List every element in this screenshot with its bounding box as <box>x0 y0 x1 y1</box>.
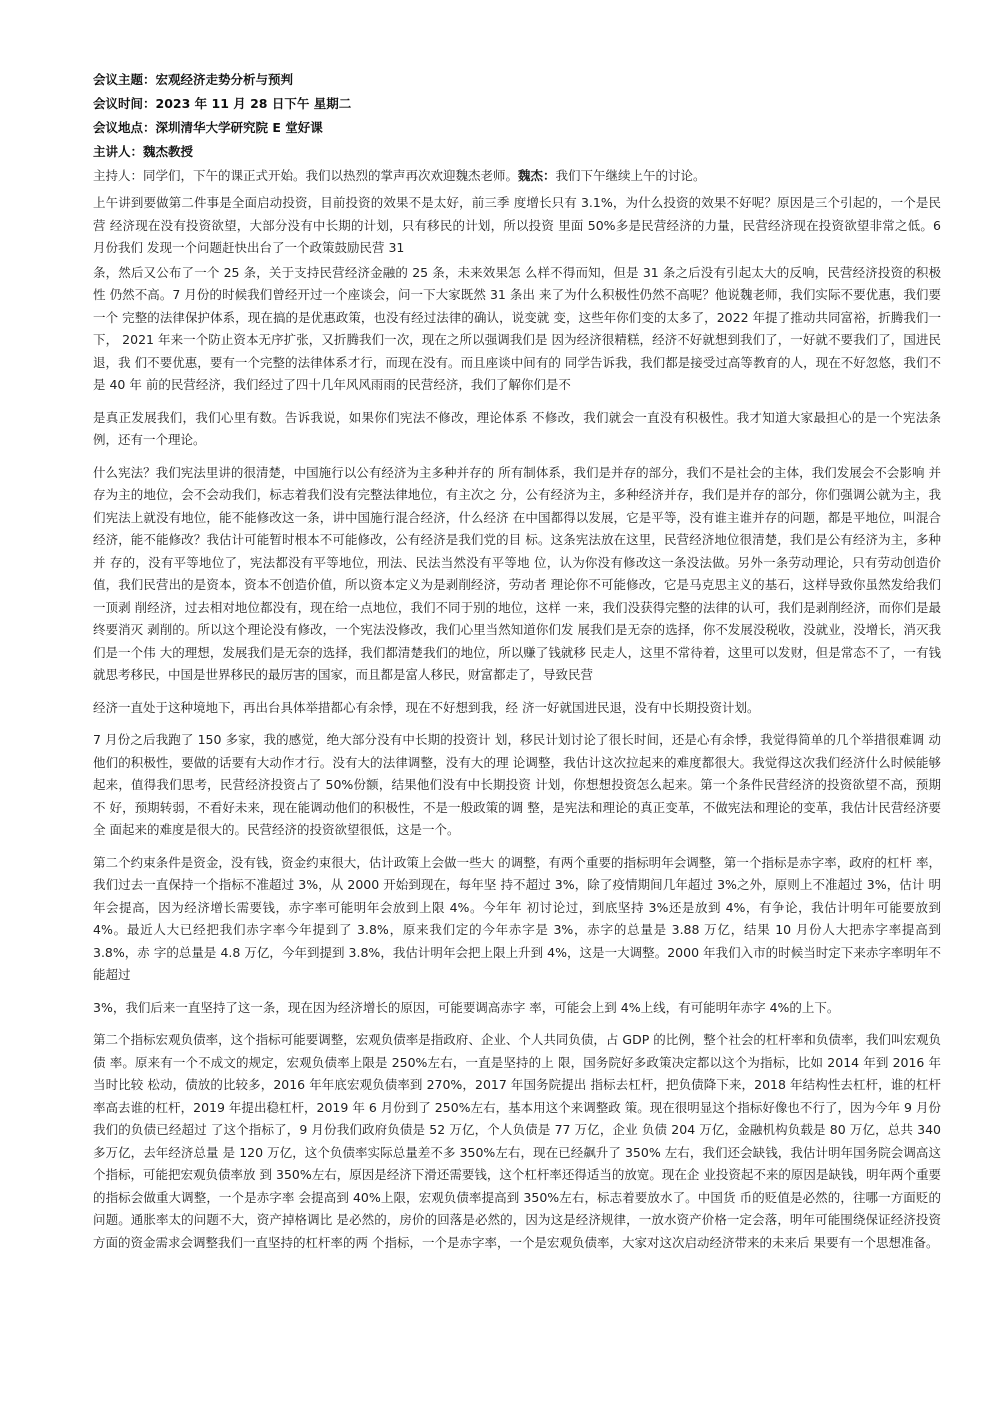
paragraph-2: 条，然后又公布了一个 25 条，关于支持民营经济金融的 25 条，未来效果怎 么样不得而知，但是 31 条之后没有引起太大的反响，民营经济投资的积极性 仍然不高。7 月份的时候我们曾经开过一个座谈会，问一下大家既然 31 条出 来了为什么积极性仍然不高呢？他说魏老师，我们实际不要优惠，我们要一个 完整的法律保护体系，现在搞的是优惠政策，也没有经过法律的确认，说变就 变，这些年你们变的太多了，2022 年提了推动共同富裕，折腾我们一下， 2021 年来一个防止资本无序扩张，又折腾我们一次，现在之所以强调我们是 因为经济很精糕，经济不好就想到我们了，一好就不要我们了，国进民退，我 们不要优惠，要有一个完整的法律体系才行，而现在没有。而且座谈中间有的 同学告诉我，我们都是接受过高等教育的人，现在不好忽悠，我们不是 40 年 前的民营经济，我们经过了四十几年风风雨雨的民营经济，我们了解你们是不 <box>93 264 941 392</box>
speaker-remark: 我们下午继续上午的讨论。 <box>555 168 706 183</box>
paragraph-8: 3%，我们后来一直坚持了这一条，现在因为经济增长的原因，可能要调高赤字 率，可能会上到 4%上线，有可能明年赤字 4%的上下。 <box>93 999 840 1015</box>
paragraph-5: 经济一直处于这种境地下，再出台具体举措都心有余悸，现在不好想到我，经 济一好就国进民退，没有中长期投资计划。 <box>93 699 760 715</box>
document-page <box>93 68 941 1264</box>
paragraph-1: 上午讲到要做第二件事是全面启动投资，目前投资的效果不是太好，前三季 度增长只有 3.1%，为什么投资的效果不好呢？原因是三个引起的，一个是民营 经济现在没有投资欲望，大部分没有中长期的计划，只有移民的计划，所以投资 里面 50%多是民营经济的力量，民营经济现在投资欲望非常之低。6 月份我们 发现一个问题赶快出台了一个政策鼓励民营 31 <box>93 195 941 255</box>
paragraph-7: 第二个约束条件是资金，没有钱，资金约束很大，估计政策上会做一些大 的调整，有两个重要的指标明年会调整，第一个指标是赤字率，政府的杠杆 率，我们过去一直保持一个指标不准超过 3%，从 2000 开始到现在，每年坚 持不超过 3%，除了疫情期间几年超过 3%之外，原则上不准超过 3%，估计 明年会提高，因为经济增长需要钱，赤字率可能明年会放到上限 4%。今年年 初讨论过，到底坚持 3%还是放到 4%，有争论，我估计明年可能要放到 4%。最近人大已经把我们赤字率今年提到了 3.8%，原来我们定的今年赤字是 3%，赤字的总量是 3.88 万亿，结果 10 月份人大把赤字率提高到 3.8%，赤 字的总量是 4.8 万亿，今年到提到 3.8%，我估计明年会把上限上升到 4%，这是一大调整。2000 年我们入市的时候当时定下来赤字率明年不能超过 <box>93 854 941 982</box>
meeting-time: 会议时间：2023 年 11 月 28 日下午 星期二 <box>93 96 352 111</box>
meeting-topic: 会议主题：宏观经济走势分析与预判 <box>93 72 294 87</box>
paragraph-6: 7 月份之后我跑了 150 多家，我的感觉，绝大部分没有中长期的投资计 划，移民计划讨论了很长时间，还是心有余悸，我觉得简单的几个举措很难调 动他们的积极性，要做的话要有大动作才行。没有大的法律调整，没有大的理 论调整，我估计这次拉起来的难度都很大。我觉得这次我们经济什么时候能够 起来，值得我们思考，民营经济投资占了 50%份额，结果他们没有中长期投资 计划，你想想投资怎么起来。第一个条件民营经济的投资欲望不高，预期不 好，预期转弱，不看好未来，现在能调动他们的积极性，不是一般政策的调 整，是宪法和理论的真正变革，不做宪法和理论的变革，我估计民营经济要全 面起来的难度是很大的。民营经济的投资欲望很低，这是一个。 <box>93 732 941 837</box>
paragraph-9: 第二个指标宏观负债率，这个指标可能要调整，宏观负债率是指政府、企业、个人共同负债，占 GDP 的比例，整个社会的杠杆率和负债率，我们叫宏观负债 率。原来有一个不成文的规定，宏观负债率上限是 250%左右，一直是坚持的上 限，国务院好多政策决定都以这个为指标，比如 2014 年到 2016 年当时比较 松动，债放的比较多，2016 年年底宏观负债率到 270%，2017 年国务院提出 指标去杠杆，把负债降下来，2018 年结构性去杠杆，谁的杠杆率高去谁的杠杆，2019 年提出稳杠杆，2019 年 6 月份到了 250%左右，基本用这个来调整政 策。现在很明显这个指标好像也不行了，因为今年 9 月份我们的负债已经超过 了这个指标了，9 月份我们政府负债是 52 万亿，个人负债是 77 万亿，企业 负债 204 万亿，金融机构负载是 80 万亿，总共 340 多万亿，去年经济总量 是 120 万亿，这个负债率实际总量差不多 350%左右，现在已经飙升了 350% 左右，我们还会缺钱，我估计明年国务院会调高这个指标，可能把宏观负债率放 到 350%左右，原因是经济下滑还需要钱，这个杠杆率还得适当的放宽。现在企 业投资起不来的原因是缺钱，明年两个重要的指标会做重大调整，一个是赤字率 会提高到 40%上限，宏观负债率提高到 350%左右，标志着要放水了。中国货 币的贬值是必然的，往哪一方面贬的问题。通胀率太的问题不大，资产掉格调比 是必然的，房价的回落是必然的，因为这是经济规律，一放水资产价格一定会落，明年可能围绕保证经济投资方面的资金需求会调整我们一直坚持的杠杆率的两 个指标，一个是赤字率，一个是宏观负债率，大家对这次启动经济带来的未来后 果要有一个思想准备。 <box>93 1032 941 1250</box>
paragraph-3: 是真正发展我们，我们心里有数。告诉我说，如果你们宪法不修改，理论体系 不修改，我们就会一直没有积极性。我才知道大家最担心的是一个宪法条例，还有一个理论。 <box>93 409 941 447</box>
intro-line <box>93 164 941 188</box>
speaker-name: 魏杰： <box>518 168 556 183</box>
meeting-location: 会议地点：深圳清华大学研究院 E 堂好课 <box>93 120 323 135</box>
paragraph-4: 什么宪法？我们宪法里讲的很清楚，中国施行以公有经济为主多种并存的 所有制体系，我们是并存的部分，我们不是社会的主体，我们发展会不会影响 并存为主的地位，会不会动我们，标志着我们没有完整法律地位，有主次之 分，公有经济为主，多种经济并存，我们是并存的部分，你们强调公就为主，我们宪法上就没有地位，能不能修改这一条，讲中国施行混合经济，什么经济 在中国都得以发展，它是平等，没有谁主谁并存的问题，都是平地位，叫混合 经济，能不能修改？我估计可能暂时根本不可能修改，公有经济是我们党的目 标。这条宪法放在这里，民营经济地位很清楚，我们是公有经济为主，多种并 存的，没有平等地位了，宪法都没有平等地位，刑法、民法当然没有平等地 位，认为你没有修改这一条没法做。另外一条劳动理论，只有劳动创造价值，我们民营出的是资本，资本不创造价值，所以资本定义为是剥削经济，劳动者 理论你不可能修改，它是马克思主义的基石，这样导致你虽然发给我们一顶剥 削经济，过去相对地位都没有，现在给一点地位，我们不同于别的地位，这样 一来，我们没获得完整的法律的认可，我们是剥削经济，而你们是最终要消灭 剥削的。所以这个理论没有修改，一个宪法没修改，我们心里当然知道你们发 展我们是无奈的选择，你不发展没税收，没就业，没增长，消灭我们是一个伟 大的理想，发展我们是无奈的选择，我们都清楚我们的地位，所以赚了钱就移 民走人，这里不常待着，这里可以发财，但是常态不了，一有钱就思考移民，中国是世界移民的最厉害的国家，而且都是富人移民，财富都走了，导致民营 <box>93 464 941 682</box>
host-remark: 主持人：同学们，下午的课正式开始。我们以热烈的掌声再次欢迎魏杰老师。 <box>93 168 519 183</box>
meeting-speaker: 主讲人：魏杰教授 <box>93 144 194 159</box>
